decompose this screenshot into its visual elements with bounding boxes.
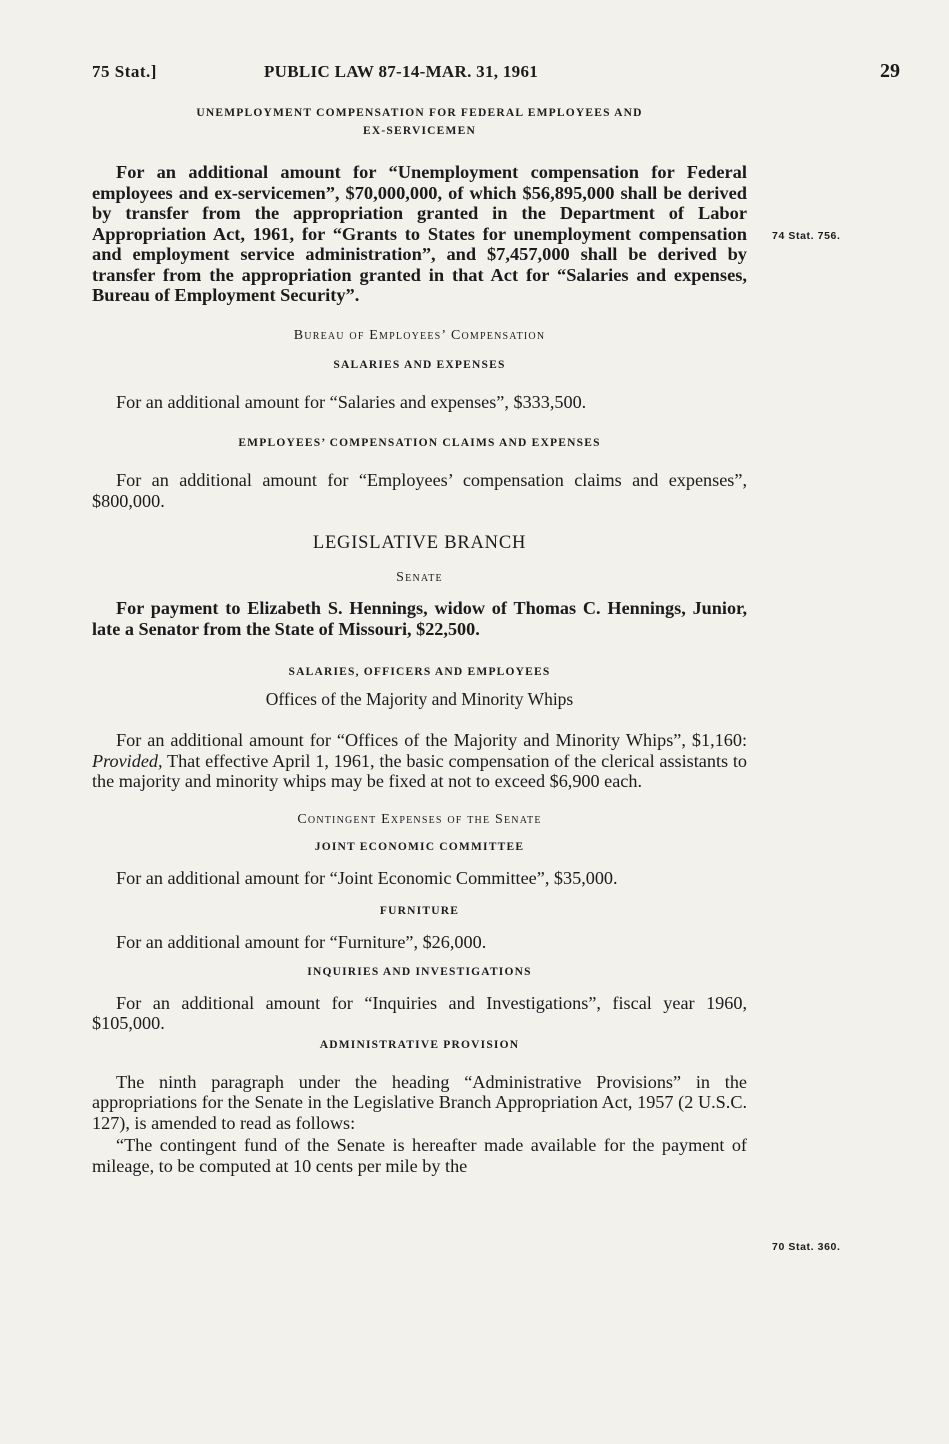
unemployment-heading-line2: EX-SERVICEMEN	[363, 125, 476, 137]
page-number: 29	[880, 60, 900, 82]
furniture-paragraph: For an additional amount for “Furniture”, $26,000.	[116, 932, 487, 952]
margin-note-74-stat: 74 Stat. 756.	[772, 230, 841, 242]
unemployment-paragraph: For an additional amount for “Unemployment compensation for Federal employees and ex-servicemen”, $70,000,000, of which $56,895,000 shall be derived by transfer from the appropriation granted in the Department of Labor Appropriation Act, 1961, for “Grants to States for unemployment compensation and employment service administration”, and $7,457,000 shall be derived by transfer from the appropriation granted in that Act for “Salaries and expenses, Bureau of Employment Security”.	[92, 162, 747, 305]
stat-volume: 75 Stat.]	[92, 62, 157, 81]
provided-italic: Provided,	[92, 750, 163, 771]
main-text	[92, 104, 747, 1176]
whips-text-a: For an additional amount for “Offices of the Majority and Minority Whips”, $1,160:	[116, 730, 747, 750]
bureau-heading: Bureau of Employees’ Compensation	[293, 327, 546, 343]
claims-heading: EMPLOYEES’ COMPENSATION CLAIMS AND EXPENSES	[238, 437, 601, 449]
administrative-paragraph: The ninth paragraph under the heading “Administrative Provisions” in the appropriations for the Senate in the Legislative Branch Appropriation Act, 1957 (2 U.S.C. 127), is amended to read as follows:	[92, 1071, 747, 1133]
margin-note-70-stat: 70 Stat. 360.	[772, 1241, 841, 1253]
officers-heading: SALARIES, OFFICERS AND EMPLOYEES	[288, 666, 551, 678]
legislative-branch-heading: LEGISLATIVE BRANCH	[312, 533, 527, 553]
public-law-title: PUBLIC LAW 87-14-MAR. 31, 1961	[264, 62, 539, 81]
joint-committee-heading: JOINT ECONOMIC COMMITTEE	[314, 840, 525, 853]
salaries-expenses-heading: SALARIES AND EXPENSES	[333, 358, 506, 371]
salaries-expenses-paragraph: For an additional amount for “Salaries and expenses”, $333,500.	[116, 391, 587, 412]
whips-text-b: That effective April 1, 1961, the basic compensation of the clerical assistants to the majority and minority whips may be fixed at not to exceed $6,900 each.	[92, 750, 747, 791]
inquiries-heading: INQUIRIES AND INVESTIGATIONS	[307, 965, 532, 978]
joint-committee-paragraph: For an additional amount for “Joint Economic Committee”, $35,000.	[116, 867, 618, 888]
unemployment-heading: UNEMPLOYMENT COMPENSATION FOR FEDERAL EMPLOYEES AND	[196, 107, 643, 119]
hennings-paragraph: For payment to Elizabeth S. Hennings, widow of Thomas C. Hennings, Junior, late a Senator from the State of Missouri, $22,500.	[92, 598, 747, 639]
inquiries-paragraph: For an additional amount for “Inquiries and Investigations”, fiscal year 1960, $105,000.	[92, 992, 747, 1033]
running-header	[92, 62, 900, 86]
claims-paragraph: For an additional amount for “Employees’ compensation claims and expenses”, $800,000.	[92, 470, 747, 511]
whips-paragraph	[92, 730, 747, 792]
senate-heading: Senate	[396, 570, 443, 585]
furniture-heading: FURNITURE	[379, 905, 460, 917]
whips-heading: Offices of the Majority and Minority Whips	[265, 689, 574, 709]
contingent-heading: Contingent Expenses of the Senate	[297, 811, 542, 827]
administrative-heading: ADMINISTRATIVE PROVISION	[319, 1038, 520, 1051]
contingent-fund-paragraph: “The contingent fund of the Senate is hereafter made available for the payment of mileage, to be computed at 10 cents per mile by the	[92, 1135, 747, 1176]
